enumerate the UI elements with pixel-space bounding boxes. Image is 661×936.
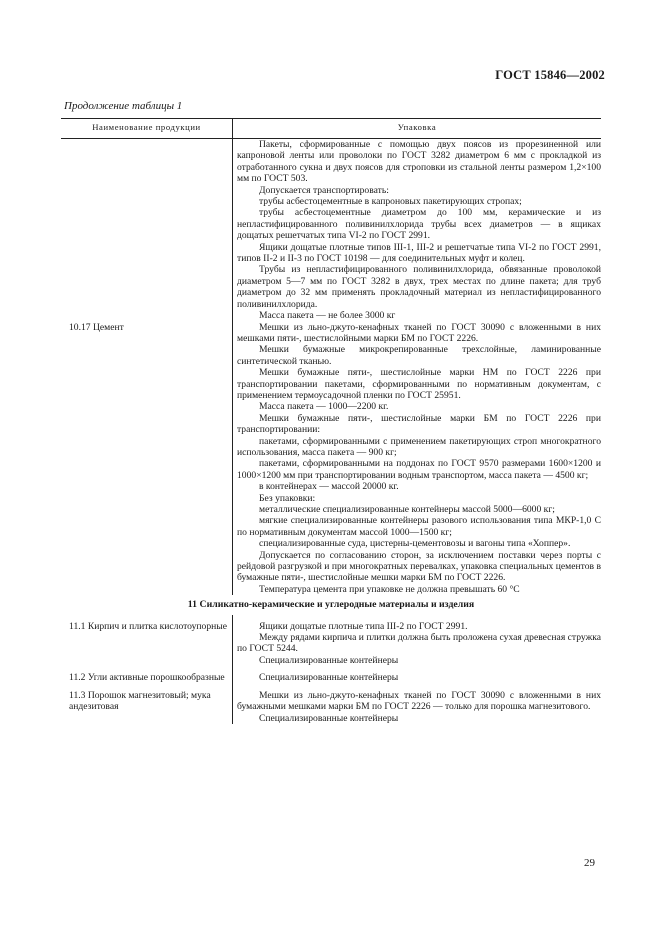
column-header-packaging: Упаковка — [233, 119, 602, 139]
packaging-paragraph: Между рядами кирпича и плитки должна быть проложена сухая древесная стружка по ГОСТ 5244. — [237, 632, 601, 655]
packaging-paragraph: пакетами, сформированными с применением пакетирующих строп многократного использования, масса пакета — 900 кг; — [237, 435, 601, 458]
packaging-paragraph: Ящики дощатые плотные типа III-2 по ГОСТ 2991. — [259, 620, 468, 632]
packaging-cell — [233, 139, 602, 322]
packaging-paragraph: специализированные суда, цистерны-цементовозы и вагоны типа «Хоппер». — [259, 538, 571, 550]
product-cell — [61, 615, 233, 667]
section-row — [61, 595, 601, 614]
column-header-product: Наименование продукции — [61, 119, 233, 139]
page-number: 29 — [584, 857, 595, 869]
product-name: 10.17 Цемент — [69, 321, 124, 333]
packaging-paragraph: Пакеты, сформированные с помощью двух поясов из прорезиненной или капроновой ленты или проволоки по ГОСТ 3282 диаметром 6 мм с прокладкой из отработанного сукна и двух поясов для строповки из стальной ленты размером 1,2×100 мм по ГОСТ 503. — [237, 139, 601, 185]
packaging-paragraph: Мешки из льно-джуто-кенафных тканей по ГОСТ 30090 с вложенными в них мешками пяти-, шестислойными марки БМ по ГОСТ 2226. — [237, 321, 601, 344]
table-continuation-caption: Продолжение таблицы 1 — [64, 100, 183, 112]
packaging-paragraph: Температура цемента при упаковке не должна превышать 60 °С — [259, 583, 520, 595]
packaging-paragraph: Допускается по согласованию сторон, за исключением поставки через порты с рейдовой разгрузкой и при многократных перевалках, упаковка специальных цементов в бумажные пяти-, шестислойные мешки марки БМ по ГОСТ 2226. — [237, 549, 601, 584]
product-name: 11.3 Порошок магнезитовый; мука андезитовая — [69, 689, 211, 713]
packaging-paragraph: Мешки бумажные микрокрепированные трехслойные, ламинированные синтетической тканью. — [237, 344, 601, 367]
table-row — [61, 322, 601, 596]
product-cell — [61, 322, 233, 596]
packaging-paragraph: трубы асбестоцементные диаметром до 100 мм, керамические и из непластифицированного поливинилхлорида трубы всех диаметров — в ящиках дощатых решетчатых типа VI-2 по ГОСТ 2991. — [237, 207, 601, 242]
product-cell — [61, 666, 233, 683]
product-name: 11.1 Кирпич и плитка кислотоупорные — [69, 620, 227, 632]
packaging-paragraph: в контейнерах — массой 20000 кг. — [259, 481, 399, 493]
packaging-paragraph: Специализированные контейнеры — [259, 672, 399, 684]
packaging-table — [61, 118, 601, 724]
packaging-paragraph: Мешки из льно-джуто-кенафных тканей по ГОСТ 30090 с вложенными в них бумажными мешками марки БМ по ГОСТ 2226 — только для порошка магнезитового. — [237, 689, 601, 713]
table-row — [61, 139, 601, 322]
table-row — [61, 684, 601, 724]
packaging-paragraph: Мешки бумажные пяти-, шестислойные марки БМ по ГОСТ 2226 при транспортировании: — [237, 412, 601, 436]
section-title: 11 Силикатно-керамические и углеродные материалы и изделия — [187, 599, 475, 611]
product-name: 11.2 Угли активные порошкообразные — [69, 672, 225, 684]
packaging-cell — [233, 666, 602, 683]
packaging-paragraph: металлические специализированные контейнеры массой 5000—6000 кг; — [259, 504, 555, 515]
packaging-cell — [233, 684, 602, 724]
packaging-paragraph: Масса пакета — не более 3000 кг — [259, 310, 396, 322]
packaging-cell — [233, 615, 602, 667]
product-cell — [61, 684, 233, 724]
packaging-paragraph: Масса пакета — 1000—2200 кг. — [259, 401, 389, 413]
packaging-paragraph: Допускается транспортировать: — [259, 184, 389, 196]
packaging-paragraph: мягкие специализированные контейнеры разового использования типа МКР-1,0 С по нормативным документам массой 1000—1500 кг; — [237, 515, 601, 538]
packaging-paragraph: трубы асбестоцементные в капроновых пакетирующих стропах; — [259, 196, 522, 208]
table-body-part-10 — [61, 139, 601, 596]
packaging-paragraph: Ящики дощатые плотные типов III-1, III-2 и решетчатые типа VI-2 по ГОСТ 2991, типов II-2 и II-3 по ГОСТ 10198 — для соединительных муфт и колец. — [237, 241, 601, 265]
product-cell — [61, 139, 233, 322]
table-header-row — [61, 119, 601, 139]
packaging-paragraph: Без упаковки: — [259, 492, 316, 504]
packaging-paragraph: пакетами, сформированными на поддонах по ГОСТ 9570 размерами 1600×1200 и 1000×1200 мм при транспортировании водным транспортом, масса пакета — 4500 кг; — [237, 458, 601, 481]
table-body-part-11 — [61, 615, 601, 724]
table-row — [61, 615, 601, 667]
packaging-paragraph: Специализированные контейнеры — [259, 654, 399, 666]
packaging-paragraph: Специализированные контейнеры — [259, 712, 399, 724]
packaging-cell — [233, 322, 602, 596]
document-id: ГОСТ 15846—2002 — [495, 68, 605, 82]
packaging-paragraph: Мешки бумажные пяти-, шестислойные марки НМ по ГОСТ 2226 при транспортировании пакетами, сформированными по нормативным документам, с применением термоусадочной пленки по ГОСТ 25951. — [237, 367, 601, 401]
table-row — [61, 666, 601, 683]
packaging-paragraph: Трубы из непластифицированного поливинилхлорида, обвязанные проволокой диаметром 5—7 мм по ГОСТ 3282 в двух, трех местах по длине пакета; для труб диаметром до 32 мм применять прокладочный материал из непластифицированного поливинилхлорида. — [237, 264, 601, 310]
